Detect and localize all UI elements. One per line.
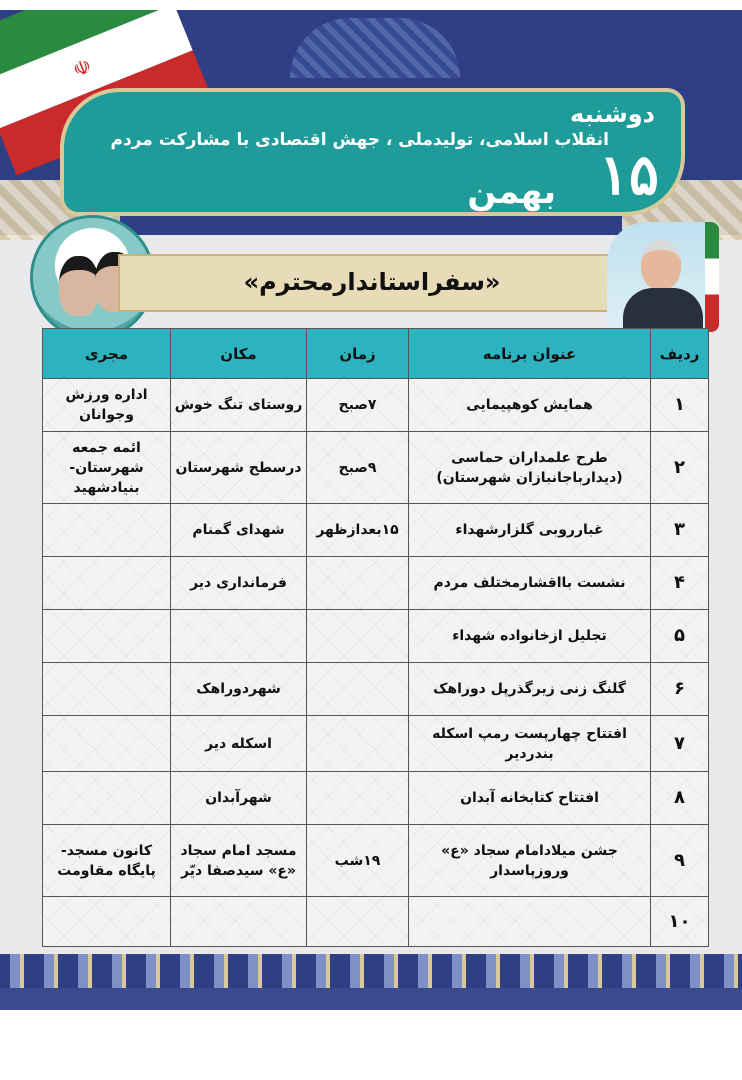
program-time (307, 610, 409, 663)
day-name: دوشنبه (570, 100, 655, 128)
table-row (43, 897, 709, 947)
row-number: ۹ (651, 825, 709, 897)
program-title: تجلیل ازخانواده شهداء (409, 610, 651, 663)
day-number: ۱۵ (598, 142, 659, 208)
president-portrait (607, 222, 719, 332)
program-executor: ائمه جمعه شهرستان-بنیادشهید (43, 432, 171, 504)
row-number: ۶ (651, 663, 709, 716)
month-name: بهمن (467, 172, 556, 212)
program-executor (43, 504, 171, 557)
table-row (43, 432, 709, 504)
row-number: ۵ (651, 610, 709, 663)
program-time (307, 897, 409, 947)
program-executor (43, 610, 171, 663)
schedule-table-wrap (42, 328, 708, 946)
row-number: ۱۰ (651, 897, 709, 947)
program-title: جشن میلادامام سجاد «ع» وروزپاسدار (409, 825, 651, 897)
program-executor: کانون مسجد-پایگاه مقاومت (43, 825, 171, 897)
table-row (43, 379, 709, 432)
program-executor (43, 716, 171, 772)
row-number: ۳ (651, 504, 709, 557)
program-executor (43, 663, 171, 716)
program-place: شهرآبدان (171, 772, 307, 825)
program-time (307, 772, 409, 825)
footer-band (0, 988, 742, 1010)
program-title: افتتاح کتابخانه آبدان (409, 772, 651, 825)
program-title: طرح علمداران حماسی (دیداربا‌جانبازان شهرستان) (409, 432, 651, 504)
poster (0, 10, 742, 1010)
header-row-number: ردیف (651, 329, 709, 379)
slogan: انقلاب اسلامی، تولیدملی ، جهش اقتصادی با مشارکت مردم (110, 130, 609, 150)
row-number: ۸ (651, 772, 709, 825)
program-executor: اداره ورزش وجوانان (43, 379, 171, 432)
program-time (307, 716, 409, 772)
program-time (307, 663, 409, 716)
program-time: ۱۵بعدازظهر (307, 504, 409, 557)
table-row (43, 504, 709, 557)
program-title: همایش کوهپیمایی (409, 379, 651, 432)
row-number: ۷ (651, 716, 709, 772)
program-place: شهدای گمنام (171, 504, 307, 557)
program-time: ۷صبح (307, 379, 409, 432)
program-title: غبارروبی گلزارشهداء (409, 504, 651, 557)
program-place: مسجد امام سجاد «ع» سیدصفا دیّر (171, 825, 307, 897)
date-banner (60, 88, 685, 216)
program-place: فرمانداری دیر (171, 557, 307, 610)
table-row (43, 663, 709, 716)
program-place (171, 610, 307, 663)
program-title (409, 897, 651, 947)
table-row (43, 557, 709, 610)
program-title: افتتاح چهارپست رمپ اسکله بندردیر (409, 716, 651, 772)
program-time: ۹صبح (307, 432, 409, 504)
table-row (43, 772, 709, 825)
ornament-bottom (0, 954, 742, 988)
program-place: شهردوراهک (171, 663, 307, 716)
header-time: زمان (307, 329, 409, 379)
table-row (43, 716, 709, 772)
program-time (307, 557, 409, 610)
header-band (0, 10, 742, 235)
program-title: گلنگ زنی زیرگذرپل دوراهک (409, 663, 651, 716)
program-place: اسکله دیر (171, 716, 307, 772)
header-title: عنوان برنامه (409, 329, 651, 379)
program-executor (43, 557, 171, 610)
program-executor (43, 897, 171, 947)
row-number: ۱ (651, 379, 709, 432)
table-row (43, 610, 709, 663)
table-row (43, 825, 709, 897)
subtitle: «سفراستاندارمحترم» (243, 268, 501, 296)
program-place (171, 897, 307, 947)
table-header-row (43, 329, 709, 379)
subtitle-box (118, 254, 626, 312)
program-title: نشست بااقشارمختلف مردم (409, 557, 651, 610)
row-number: ۴ (651, 557, 709, 610)
row-number: ۲ (651, 432, 709, 504)
schedule-table (42, 328, 709, 947)
ornament-top (290, 18, 460, 78)
program-executor (43, 772, 171, 825)
program-place: درسطح شهرستان (171, 432, 307, 504)
header-executor: مجری (43, 329, 171, 379)
header-place: مکان (171, 329, 307, 379)
program-time: ۱۹شب (307, 825, 409, 897)
program-place: روستای تنگ خوش (171, 379, 307, 432)
iran-flag-icon: ☫ (0, 10, 211, 175)
